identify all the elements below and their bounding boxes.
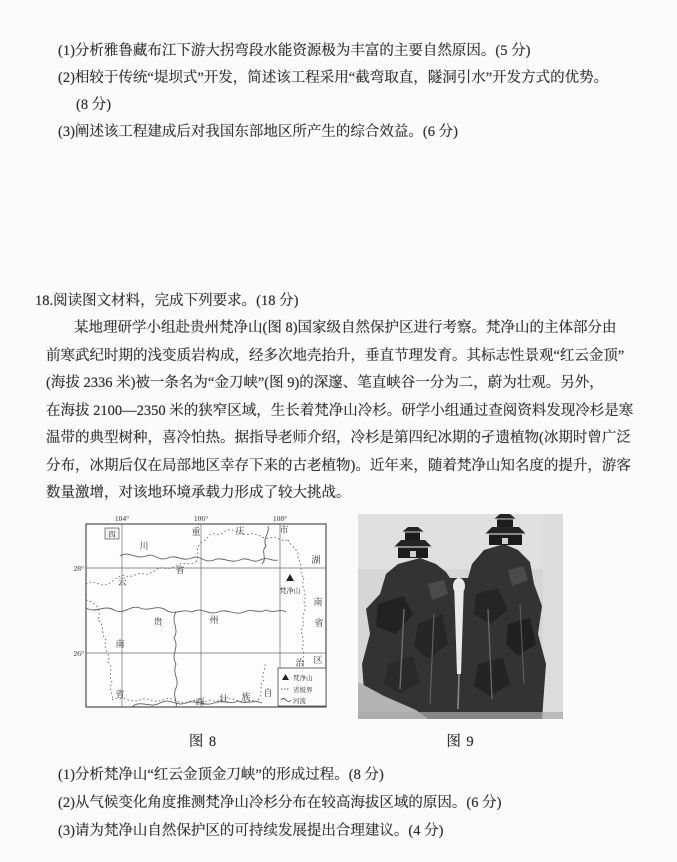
- paragraph-line: 在海拔 2100—2350 米的狭窄区域，生长着梵净山冷杉。研学小组通过查阅资料发现冷杉是寒: [46, 402, 634, 419]
- paragraph-line: 温带的典型树种，喜冷怕热。据指导老师介绍，冷杉是第四纪冰期的孑遗植物(冰期时曾广泛: [46, 430, 631, 446]
- question-18-subquestions: [50, 761, 649, 845]
- figure-9-caption: 图 9: [446, 733, 475, 750]
- figure-9: [358, 514, 563, 751]
- province-char-guangxi: 壮: [219, 693, 229, 704]
- photo-gorge-arch: [453, 578, 465, 594]
- latitude-label: 28°: [73, 563, 84, 573]
- question-18-block: [35, 288, 649, 845]
- legend-boundary-label: 省级界: [293, 686, 313, 694]
- figures-row: [50, 512, 649, 751]
- q17-sub-2: (2)相较于传统“堤坝式”开发，简述该工程采用“截弯取直，隧洞引水”开发方式的优势。: [58, 70, 609, 86]
- q17-sub-3: (3)阐述该工程建成后对我国东部地区所产生的综合效益。(6 分): [58, 124, 458, 140]
- q18-header: 18.阅读图文材料，完成下列要求。(18 分): [35, 293, 299, 309]
- latitude-label: 26°: [73, 648, 84, 658]
- q18-sub-1: (1)分析梵净山“红云金顶金刀峡”的形成过程。(8 分): [58, 766, 384, 783]
- photo-sky-upper: [358, 514, 563, 569]
- province-char-sichuan: 省: [175, 564, 185, 575]
- longitude-label: 106°: [193, 513, 209, 523]
- figure-8: [72, 512, 334, 751]
- province-char-guangxi: 族: [241, 691, 251, 702]
- province-char-hunan: 湖: [311, 554, 321, 565]
- figure-8-caption: 图 8: [188, 733, 218, 750]
- paragraph-line: 数量激增，对该地环境承载力形成了较大挑战。: [46, 485, 351, 501]
- fig8-map: [72, 512, 334, 719]
- province-char-yunnan: 云: [117, 576, 127, 587]
- paragraph-line: 前寒武纪时期的浅变质岩构成，经多次地壳抬升，垂直节理发育。其标志性景观“红云金顶”: [46, 347, 625, 364]
- province-char-chongqing: 重: [191, 526, 201, 537]
- mountain-label: 梵净山: [279, 586, 301, 595]
- q18-material-paragraph: [46, 315, 649, 508]
- q17-sub-1: (1)分析雅鲁藏布江下游大拐弯段水能资源极为丰富的主要自然原因。(5 分): [58, 43, 531, 59]
- paragraph-line: 某地理研学小组赴贵州梵净山(图 8)国家级自然保护区进行考察。梵净山的主体部分由: [74, 320, 617, 336]
- photo-sky-right: [543, 514, 563, 719]
- province-char-guangxi: 区: [313, 654, 323, 665]
- province-char-guangxi: 自: [263, 687, 273, 698]
- fig9-photo: [358, 514, 563, 719]
- map-legend: [278, 668, 326, 706]
- province-char-guizhou: 贵: [153, 616, 163, 627]
- province-char-yunnan: 南: [115, 638, 125, 649]
- province-char-sichuan: 四: [108, 529, 116, 539]
- province-char-guangxi: 治: [295, 657, 305, 668]
- q18-sub-2: (2)从气候变化角度推测梵净山冷杉分布在较高海拔区域的原因。(6 分): [58, 794, 502, 811]
- paragraph-line: (海拔 2336 米)被一条名为“金刀峡”(图 9)的深邃、笔直峡谷一分为二，蔚为壮观。另外，: [46, 375, 604, 391]
- legend-river-label: 河流: [293, 697, 306, 705]
- province-char-guizhou: 州: [209, 614, 219, 625]
- paragraph-line: 分布，冰期后仅在局部地区幸存下来的古老植物)。近年来，随着梵净山知名度的提升，游客: [46, 457, 631, 474]
- province-char-hunan: 南: [313, 596, 323, 607]
- q17-sub-2-score: (8 分): [76, 97, 112, 113]
- province-char-chongqing: 市: [279, 524, 289, 535]
- province-char-chongqing: 庆: [235, 525, 245, 536]
- province-char-sichuan: 川: [139, 540, 149, 551]
- legend-mountain-label: 梵净山: [293, 674, 313, 682]
- photo-mist-bottom: [358, 712, 563, 719]
- longitude-label: 104°: [114, 513, 130, 523]
- province-char-hunan: 省: [314, 617, 324, 628]
- longitude-label: 108°: [272, 513, 288, 523]
- question-17-block: [50, 38, 649, 146]
- province-char-yunnan: 省: [115, 688, 125, 699]
- q18-sub-3: (3)请为梵净山自然保护区的可持续发展提出合理建议。(4 分): [58, 822, 444, 839]
- province-char-guangxi: 西: [195, 696, 205, 707]
